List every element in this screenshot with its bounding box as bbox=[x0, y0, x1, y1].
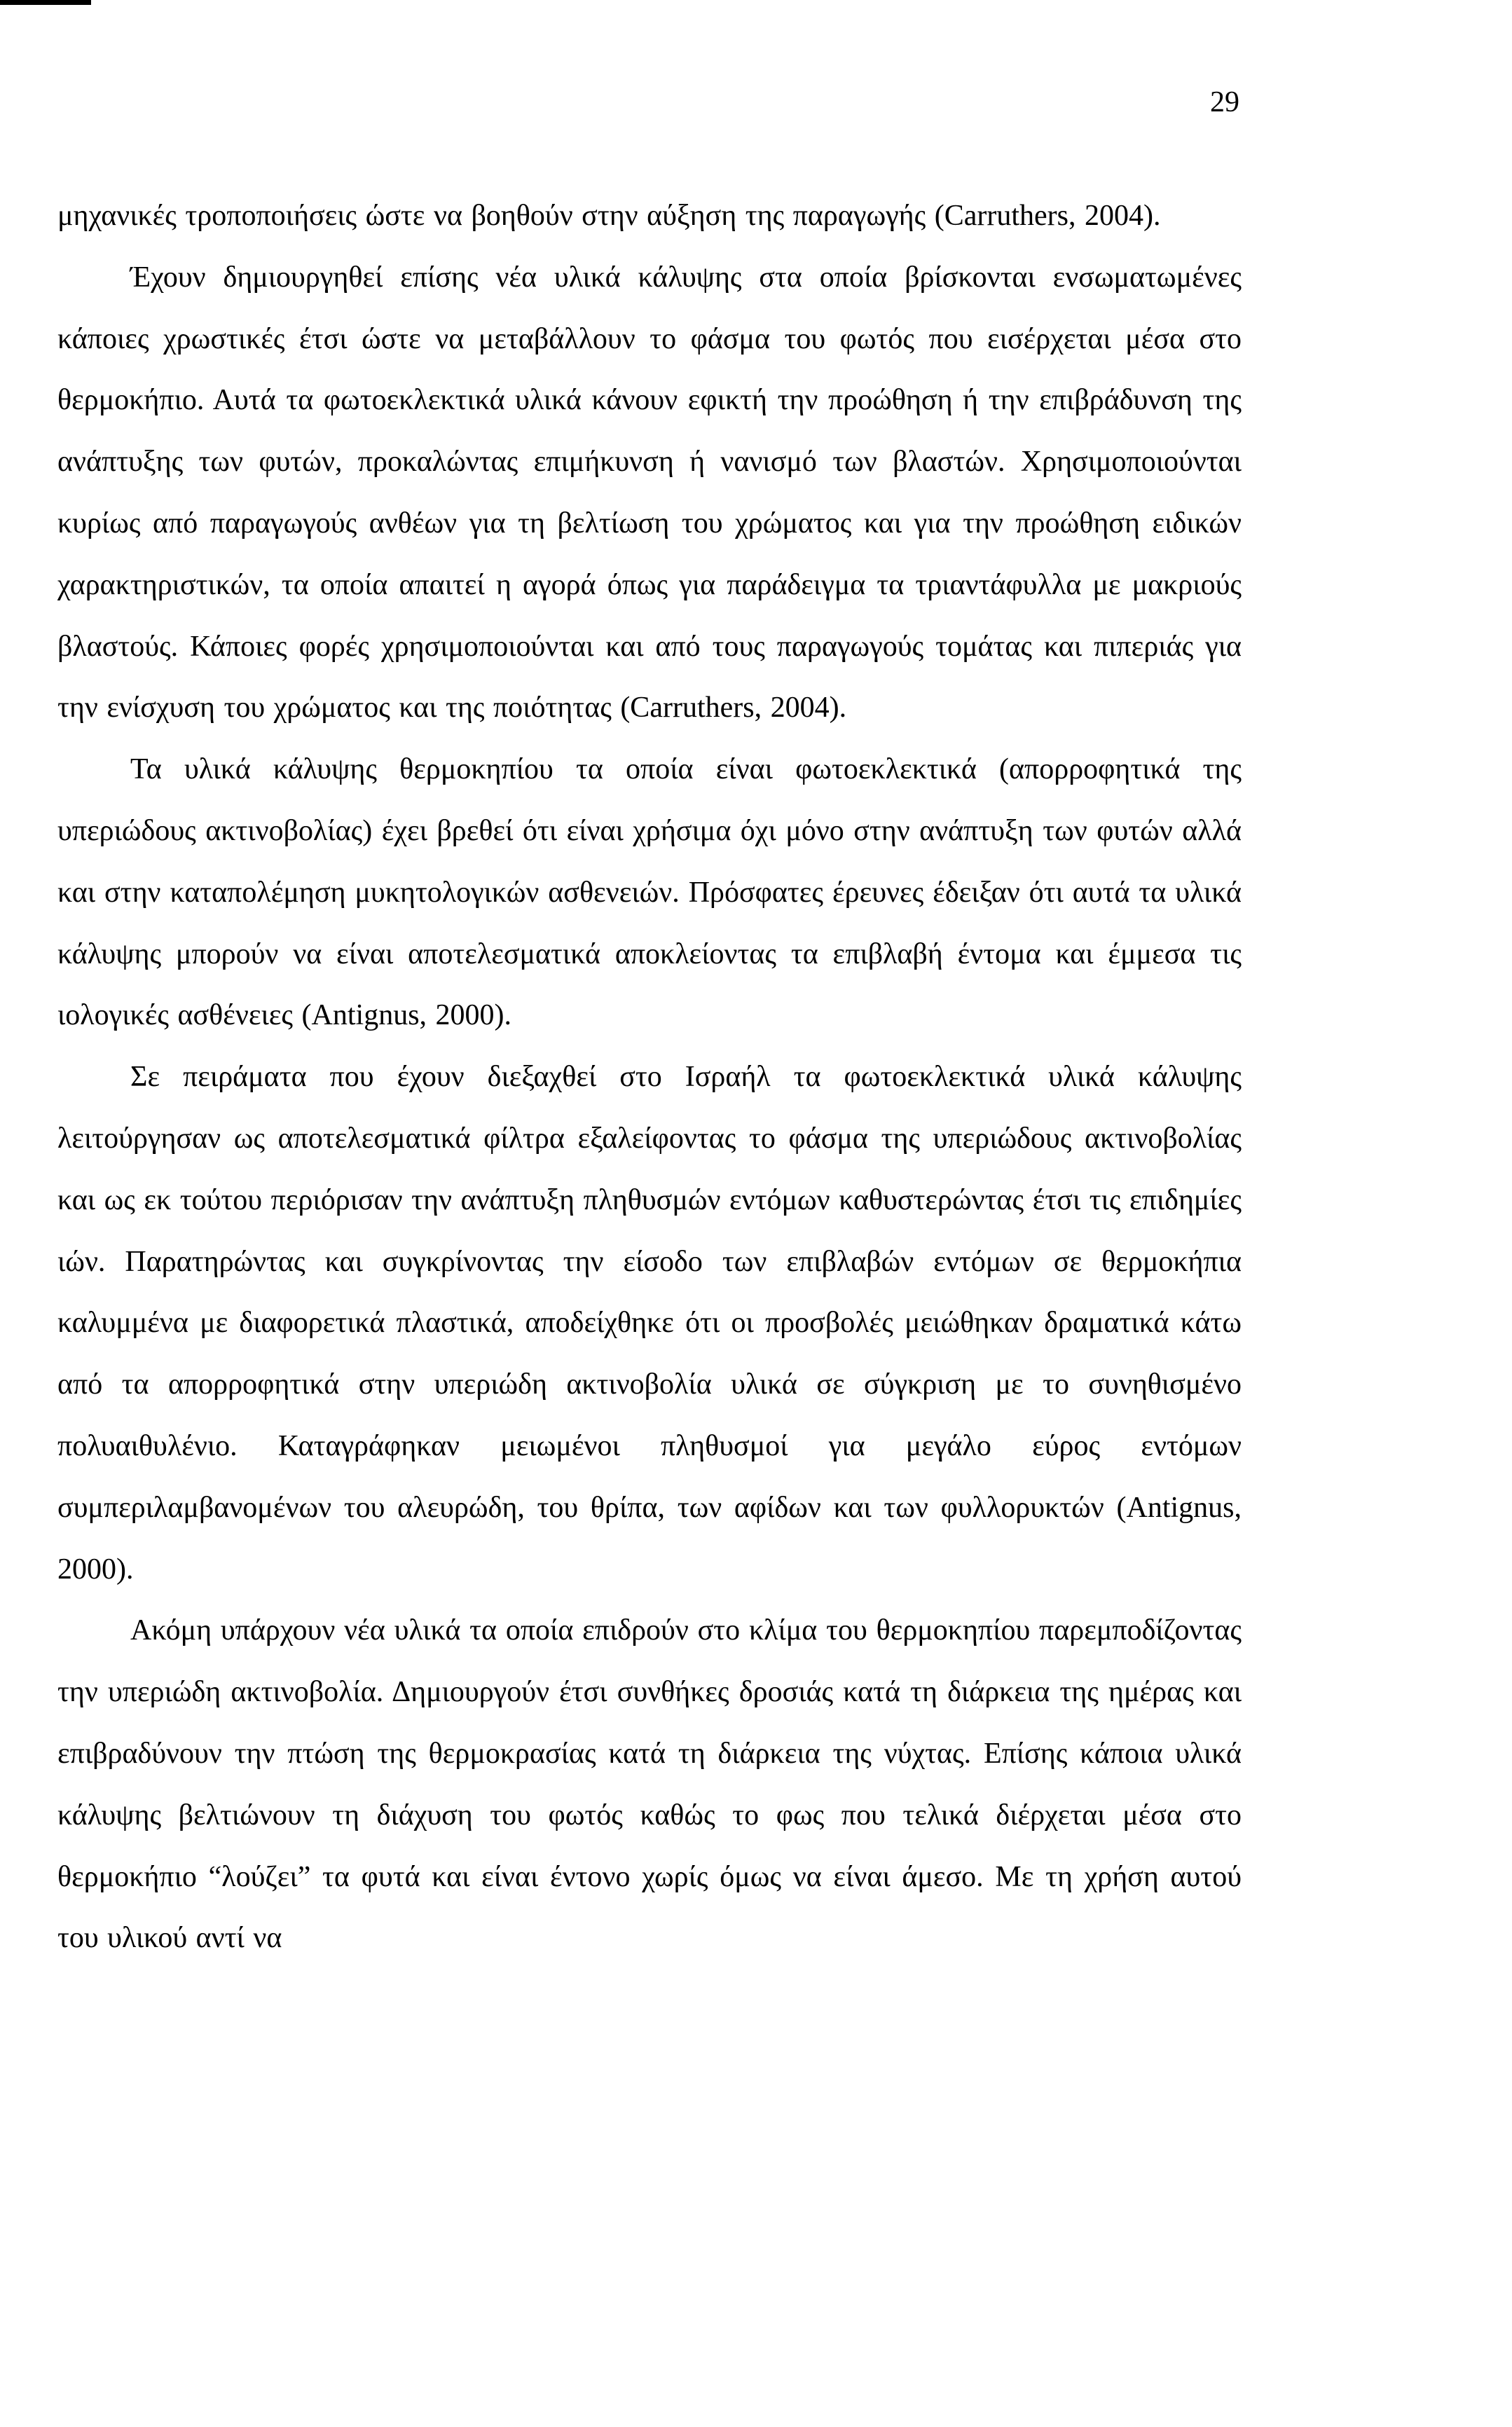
page-number: 29 bbox=[1210, 86, 1239, 118]
paragraph-1: μηχανικές τροποποιήσεις ώστε να βοηθούν στην αύξηση της παραγωγής (Carruthers, 2004). bbox=[57, 200, 1161, 232]
paragraph-2: Έχουν δημιουργηθεί επίσης νέα υλικά κάλυψης στα οποία βρίσκονται ενσωματωμένες κάποιες χρωστικές έτσι ώστε να μεταβάλλουν το φάσμα του φωτός που εισέρχεται μέσα στο θερμοκήπιο. Αυτά τα φωτοεκλεκτικά υλικά κάνουν εφικτή την προώθηση ή την επιβράδυνση της ανάπτυξης των φυτών, προκαλώντας επιμήκυνση ή νανισμό των βλαστών. Χρησιμοποιούνται κυρίως από παραγωγούς ανθέων για τη βελτίωση του χρώματος και για την προώθηση ειδικών χαρακτηριστικών, τα οποία απαιτεί η αγορά όπως για παράδειγμα τα τριαντάφυλλα με μακριούς βλαστούς. Κάποιες φορές χρησιμοποιούνται και από τους παραγωγούς τομάτας και πιπεριάς για την ενίσχυση του χρώματος και της ποιότητας (Carruthers, 2004). bbox=[57, 261, 1242, 724]
paragraph-3: Τα υλικά κάλυψης θερμοκηπίου τα οποία είναι φωτοεκλεκτικά (απορροφητικά της υπεριώδους ακτινοβολίας) έχει βρεθεί ότι είναι χρήσιμα όχι μόνο στην ανάπτυξη των φυτών αλλά και στην καταπολέμηση μυκητολογικών ασθενειών. Πρόσφατες έρευνες έδειξαν ότι αυτά τα υλικά κάλυψης μπορούν να είναι αποτελεσματικά αποκλείοντας τα επιβλαβή έντομα και έμμεσα τις ιολογικές ασθένειες (Antignus, 2000). bbox=[57, 753, 1242, 1032]
paragraph-4: Σε πειράματα που έχουν διεξαχθεί στο Ισραήλ τα φωτοεκλεκτικά υλικά κάλυψης λειτούργησαν ως αποτελεσματικά φίλτρα εξαλείφοντας το φάσμα της υπεριώδους ακτινοβολίας και ως εκ τούτου περιόρισαν την ανάπτυξη πληθυσμών εντόμων καθυστερώντας έτσι τις επιδημίες ιών. Παρατηρώντας και συγκρίνοντας την είσοδο των επιβλαβών εντόμων σε θερμοκήπια καλυμμένα με διαφορετικά πλαστικά, αποδείχθηκε ότι οι προσβολές μειώθηκαν δραματικά κάτω από τα απορροφητικά στην υπεριώδη ακτινοβολία υλικά σε σύγκριση με το συνηθισμένο πολυαιθυλένιο. Καταγράφηκαν μειωμένοι πληθυσμοί για μεγάλο εύρος εντόμων συμπεριλαμβανομένων του αλευρώδη, του θρίπα, των αφίδων και των φυλλορυκτών (Antignus, 2000). bbox=[57, 1061, 1242, 1586]
paragraph-5: Ακόμη υπάρχουν νέα υλικά τα οποία επιδρούν στο κλίμα του θερμοκηπίου παρεμποδίζοντας την υπεριώδη ακτινοβολία. Δημιουργούν έτσι συνθήκες δροσιάς κατά τη διάρκεια της ημέρας και επιβραδύνουν την πτώση της θερμοκρασίας κατά τη διάρκεια της νύχτας. Επίσης κάποια υλικά κάλυψης βελτιώνουν τη διάχυση του φωτός καθώς το φως που τελικά διέρχεται μέσα στο θερμοκήπιο “λούζει” τα φυτά και είναι έντονο χωρίς όμως να είναι άμεσο. Με τη χρήση αυτού του υλικού αντί να bbox=[57, 1614, 1242, 1955]
body-text bbox=[57, 186, 1242, 1969]
top-edge-rule bbox=[0, 0, 91, 5]
